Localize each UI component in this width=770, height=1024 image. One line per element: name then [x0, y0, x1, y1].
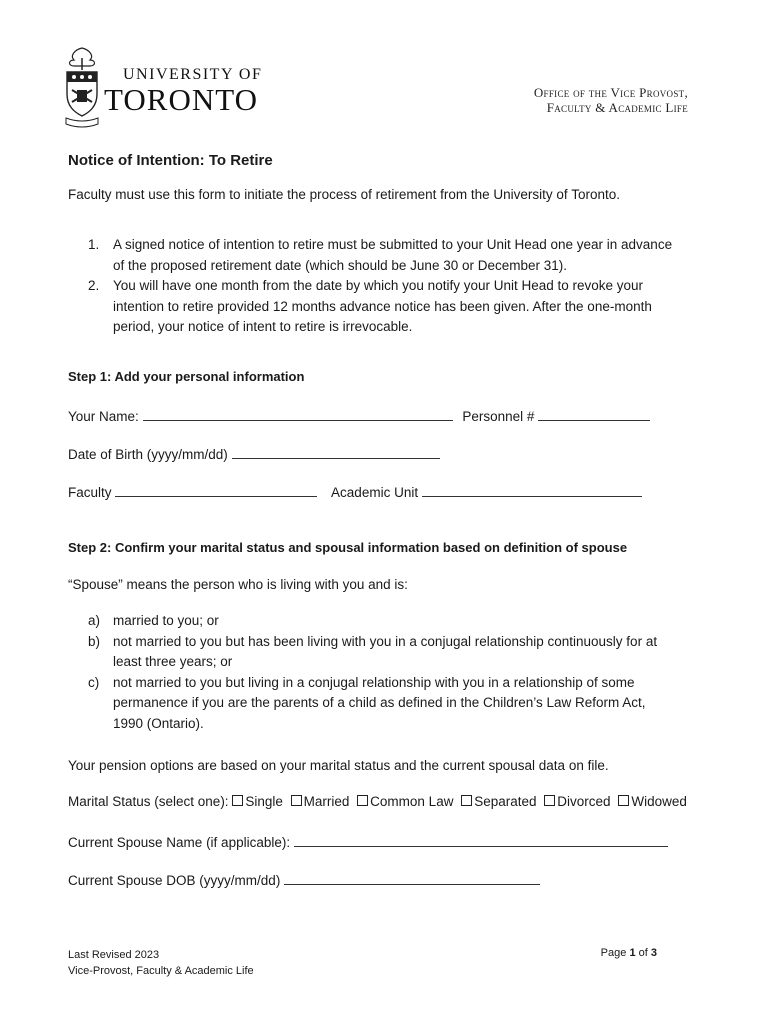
list-line: period, your notice of intent to retire is irrevocable.	[113, 319, 413, 334]
option-label-single: Single	[245, 794, 283, 809]
list-line: permanence if you are the parents of a child as defined in the Children’s Law Reform Act,	[113, 695, 646, 710]
list-item	[88, 276, 672, 338]
spouse-dob-row	[68, 870, 540, 888]
list-line: A signed notice of intention to retire must be submitted to your Unit Head one year in advance	[113, 237, 673, 252]
page-number	[601, 947, 657, 959]
university-crest-logo	[62, 46, 102, 130]
list-letter: b)	[88, 633, 101, 649]
option-label-married: Married	[303, 794, 350, 809]
checkbox-widowed[interactable]	[618, 795, 629, 806]
academic-unit-label: Academic Unit	[331, 485, 419, 500]
your-name-field[interactable]	[143, 406, 453, 421]
page-prefix: Page	[600, 947, 627, 959]
dob-label: Date of Birth (yyyy/mm/dd)	[68, 447, 228, 462]
list-number: 2.	[88, 278, 100, 293]
option-label-widowed: Widowed	[631, 794, 687, 809]
office-line-1: Office of the Vice Provost,	[533, 85, 688, 100]
spouse-dob-label: Current Spouse DOB (yyyy/mm/dd)	[68, 873, 281, 888]
list-line: 1990 (Ontario).	[113, 715, 204, 731]
list-item	[88, 632, 657, 673]
faculty-label: Faculty	[68, 485, 112, 500]
option-label-separated: Separated	[474, 794, 537, 809]
step1-heading: Step 1: Add your personal information	[68, 369, 305, 384]
list-line: married to you; or	[113, 613, 219, 628]
checkbox-single[interactable]	[232, 795, 243, 806]
list-item	[88, 611, 657, 632]
checkbox-common-law[interactable]	[357, 795, 368, 806]
footer-office: Vice-Provost, Faculty & Academic Life	[68, 965, 254, 977]
faculty-field[interactable]	[115, 482, 317, 497]
university-of-text: UNIVERSITY OF	[123, 66, 263, 83]
list-line: not married to you but has been living with you in a conjugal relationship continuously for at	[113, 633, 658, 649]
marital-status-row	[68, 794, 687, 809]
checkbox-separated[interactable]	[461, 795, 472, 806]
page-title: Notice of Intention: To Retire	[68, 152, 273, 169]
rules-list	[88, 235, 672, 338]
spouse-name-field[interactable]	[294, 832, 668, 847]
dob-row	[68, 444, 440, 462]
academic-unit-field[interactable]	[422, 482, 642, 497]
step2-heading: Step 2: Confirm your marital status and spousal information based on definition of spouse	[68, 540, 628, 555]
list-line: not married to you but living in a conjugal relationship with you in a relationship of some	[113, 674, 635, 690]
university-name-text: TORONTO	[104, 82, 258, 117]
option-label-common-law: Common Law	[370, 794, 454, 809]
crest-icon	[62, 46, 102, 130]
option-label-divorced: Divorced	[557, 794, 611, 809]
pension-note: Your pension options are based on your marital status and the current spousal data on file.	[68, 758, 609, 773]
page-total: 3	[650, 947, 657, 959]
spouse-name-row	[68, 832, 668, 850]
list-item	[88, 673, 657, 735]
list-line: least three years; or	[113, 654, 233, 669]
office-line-2: Faculty & Academic Life	[546, 100, 688, 115]
list-letter: c)	[88, 674, 100, 690]
page-current: 1	[629, 947, 636, 959]
marital-status-label: Marital Status (select one):	[68, 794, 229, 809]
spouse-definition: “Spouse” means the person who is living with you and is:	[68, 577, 408, 592]
checkbox-divorced[interactable]	[544, 795, 555, 806]
your-name-label: Your Name:	[68, 409, 139, 424]
list-letter: a)	[88, 613, 101, 628]
list-number: 1.	[88, 237, 100, 252]
intro-paragraph: Faculty must use this form to initiate the process of retirement from the University of Toronto.	[68, 187, 620, 202]
checkbox-married[interactable]	[291, 795, 302, 806]
list-line: You will have one month from the date by which you notify your Unit Head to revoke your	[113, 278, 644, 293]
list-line: of the proposed retirement date (which should be June 30 or December 31).	[113, 257, 568, 273]
spouse-name-label: Current Spouse Name (if applicable):	[68, 835, 291, 850]
last-revised: Last Revised 2023	[68, 949, 160, 961]
faculty-row	[68, 482, 642, 500]
footer-left	[68, 947, 254, 979]
personnel-label: Personnel #	[462, 409, 535, 424]
spouse-dob-field[interactable]	[284, 870, 540, 885]
personnel-number-field[interactable]	[538, 406, 650, 421]
list-item	[88, 235, 672, 276]
list-line: intention to retire provided 12 months advance notice has been given. After the one-month	[113, 298, 652, 314]
name-row	[68, 406, 650, 424]
spouse-conditions-list	[88, 611, 657, 734]
dob-field[interactable]	[232, 444, 440, 459]
page-of: of	[638, 947, 648, 959]
office-heading	[534, 85, 688, 115]
